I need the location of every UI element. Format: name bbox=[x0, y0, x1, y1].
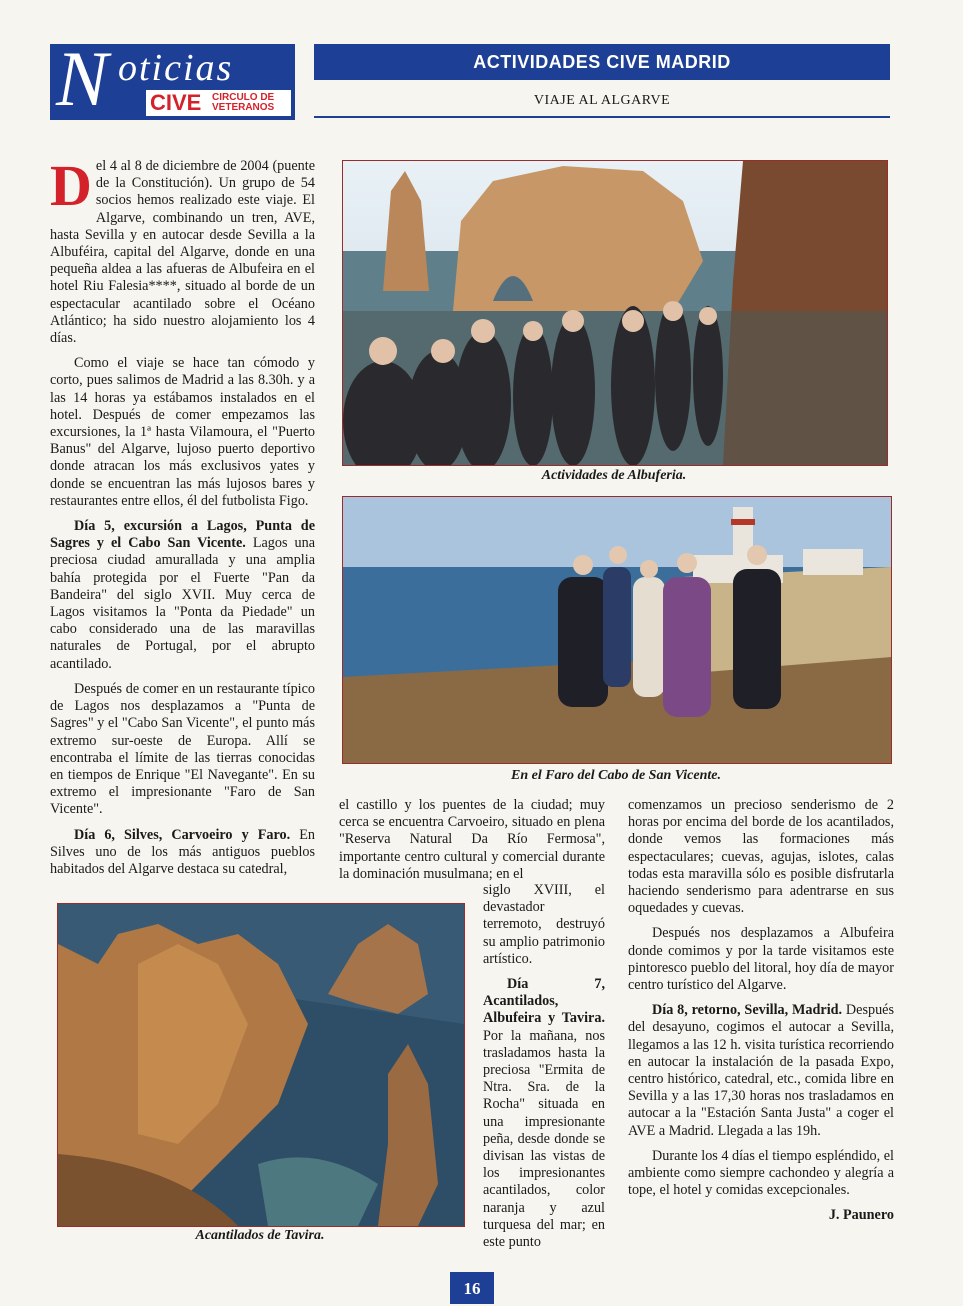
noticias-cive-logo bbox=[50, 35, 295, 122]
logo-letter: N bbox=[56, 35, 109, 122]
logo-word: oticias bbox=[118, 47, 234, 89]
paragraph-text: Lagos una preciosa ciudad amurallada y una amplia bahía protegida por el Fuerte "Pan da Bandeira" del siglo XVII. Muy cerca de Lagos visitamos la "Ponta da Piedade" un cabo considerado una de las maravillas naturales de Portugal, por el abrupto acantilado. bbox=[50, 535, 315, 672]
photo-acantilados-tavira bbox=[57, 903, 465, 1227]
page-number: 16 bbox=[450, 1272, 494, 1304]
day-heading: Día 8, retorno, Sevilla, Madrid. bbox=[652, 1002, 843, 1019]
paragraph bbox=[50, 518, 315, 673]
logo-sub2: VETERANOS bbox=[212, 102, 275, 113]
author: J. Paunero bbox=[828, 1207, 894, 1224]
caption-photo3: Acantilados de Tavira. bbox=[195, 1228, 325, 1243]
paragraph: Durante los 4 días el tiempo espléndido, el ambiente como siempre cachondeo y alegría a tope, el hotel y comidas excepcionales. bbox=[628, 1147, 894, 1199]
paragraph: el castillo y los puentes de la ciudad; muy cerca se encuentra Carvoeiro, situado en plena "Reserva Natural Da Río Fermosa", importante centro cultural y comercial durante la dominación musulmana; en el bbox=[339, 797, 605, 882]
paragraph-text: En Silves uno de los más antiguos pueblos habitados del Algarve destaca su catedral, bbox=[50, 826, 316, 877]
photo-albufeira-group bbox=[342, 160, 888, 466]
drop-cap: D bbox=[50, 153, 92, 218]
day-heading: Día 5, excursión a Lagos, Punta de Sagres y el Cabo San Vicente. bbox=[50, 518, 315, 552]
paragraph-text: Después del desayuno, cogimos el autocar a Sevilla, llegamos a las 12 h. visita turística recorriendo en autocar la instalación de la pasada Expo, centro histórico, catedral, etc., comida libre en Sevilla y a las 17,30 horas nos trasladamos en autocar a la "Estación Santa Justa" a coger el AVE a Madrid. Llegada a las 19h. bbox=[628, 1002, 894, 1139]
photo-image bbox=[343, 161, 887, 465]
day-heading: Día 7, Acantilados, Albufeira y Tavira. bbox=[483, 976, 605, 1027]
caption-photo2: En el Faro del Cabo de San Vicente. bbox=[510, 768, 721, 783]
paragraph: Después de comer en un restaurante típico de Lagos nos desplazamos a "Punta de Sagres" y el "Cabo San Vicente", el punto más extremo sur-oeste de Europa. Allí se encontraba el límite de las tierras conocidas en tiempos de Enrique "El Navegante". En su extremo el impresionante "Faro de San Vicente". bbox=[50, 680, 315, 818]
paragraph-text: Por la mañana, nos trasladamos hasta la preciosa "Ermita de Ntra. Sra. de la Rocha" situada en una impresionante peña, desde donde se divisan las vistas de los impresionantes acantilados, color naranja y azul turquesa del mar; en este punto bbox=[483, 1027, 605, 1251]
logo-sub1: CIRCULO DE bbox=[212, 92, 275, 103]
photo-image bbox=[343, 497, 891, 763]
paragraph bbox=[50, 827, 315, 879]
column-2-bottom bbox=[483, 882, 605, 1259]
paragraph-text: el 4 al 8 de diciembre de 2004 (puente de la Constitución). Un grupo de 54 socios hemos realizado este viaje. El Algarve, combinando un tren, AVE, hasta Sevilla y en autocar desde Sevilla a la Albuféira, capital del Algarve, donde en una pequeña aldea a las afueras de Albufeira en el hotel Riu Falesia****, situado al borde de un espectacular acantilado sobre el Océano Atlántico; ha sido nuestro alojamiento los 4 días. bbox=[50, 158, 315, 347]
photo-cabo-san-vicente bbox=[342, 496, 892, 764]
logo-subtitle bbox=[212, 93, 274, 113]
article-title: VIAJE AL ALGARVE bbox=[314, 86, 890, 118]
paragraph bbox=[50, 153, 315, 347]
day-heading: Día 6, Silves, Carvoeiro y Faro. bbox=[74, 826, 291, 843]
paragraph bbox=[483, 976, 605, 1251]
caption-photo1: Actividades de Albuferia. bbox=[541, 468, 687, 483]
section-header: ACTIVIDADES CIVE MADRID bbox=[314, 44, 890, 80]
logo-cive: CIVE bbox=[150, 90, 202, 115]
paragraph: Después nos desplazamos a Albufeira donde comimos y por la tarde visitamos este pintoresco pueblo del litoral, hoy día de mayor centro turístico del Algarve. bbox=[628, 925, 894, 994]
paragraph: Como el viaje se hace tan cómodo y corto, pues salimos de Madrid a las 8.30h. y a las 14 horas ya estábamos instalados en el hotel. Después de comer empezamos las excursiones, la 1ª hasta Vilamoura, el "Puerto Banus" del Algarve, lujoso puerto deportivo donde atracan los más exclusivos yates y donde se encuentran las más lujosos bares y restaurantes entre ellos, él del futbolista Figo. bbox=[50, 355, 315, 509]
photo-image bbox=[58, 904, 464, 1226]
column-1 bbox=[50, 153, 316, 886]
paragraph: siglo XVIII, el devastador terremoto, destruyó su amplio patrimonio artístico. bbox=[483, 882, 605, 967]
column-3 bbox=[628, 797, 894, 1225]
logo-cive-box bbox=[146, 90, 291, 116]
paragraph: comenzamos un precioso senderismo de 2 horas por encima del borde de los acantilados, donde vemos las formaciones más espectaculares; cuevas, agujas, islotes, calas todas esta maravilla sólo es posible disfrutarla haciendo senderismo para adentrarse en sus oquedades y cuevas. bbox=[628, 797, 894, 917]
column-2-top bbox=[339, 797, 605, 891]
paragraph bbox=[628, 1002, 894, 1140]
